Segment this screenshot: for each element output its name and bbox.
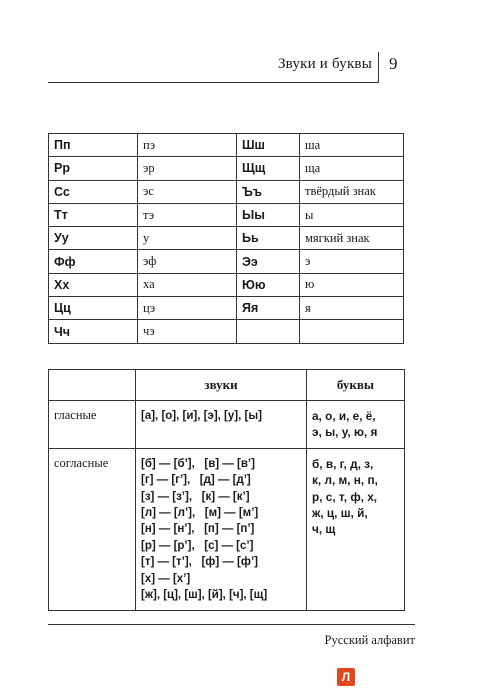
table-row <box>49 157 404 180</box>
letter-name-cell: эс <box>138 180 237 203</box>
vowel-letters <box>307 401 405 449</box>
letter-cell: Юю <box>237 273 300 296</box>
table-row <box>49 227 404 250</box>
table-row <box>49 320 404 343</box>
letter-cell: Ьь <box>237 227 300 250</box>
letter-cell: Ээ <box>237 250 300 273</box>
letter-name-cell: мягкий знак <box>300 227 404 250</box>
letter-cell: Шш <box>237 134 300 157</box>
letter-name-cell: ща <box>300 157 404 180</box>
letter-cell: Тт <box>49 203 138 226</box>
page-number: 9 <box>389 54 398 73</box>
letter-cell: Уу <box>49 227 138 250</box>
consonant-sound-line: [н] — [н’], [п] — [п’] <box>141 523 255 536</box>
letter-name-cell: ша <box>300 134 404 157</box>
letter-cell: Хх <box>49 273 138 296</box>
letter-name-cell: чэ <box>138 320 237 343</box>
letter-cell: Пп <box>49 134 138 157</box>
letter-cell: Ыы <box>237 203 300 226</box>
header-empty-cell <box>49 370 136 401</box>
letter-name-cell <box>300 320 404 343</box>
letter-name-cell: твёрдый знак <box>300 180 404 203</box>
letter-name-cell: э <box>300 250 404 273</box>
letter-name-cell: пэ <box>138 134 237 157</box>
letter-name-cell: у <box>138 227 237 250</box>
consonant-sounds <box>136 448 307 611</box>
running-footer: Русский алфавит <box>324 633 415 647</box>
consonant-letters-line: б, в, г, д, з, <box>312 456 374 471</box>
table-row <box>49 134 404 157</box>
table-row <box>49 250 404 273</box>
letter-name-cell: эф <box>138 250 237 273</box>
consonant-letters-line: к, л, м, н, п, <box>312 473 378 488</box>
consonant-sound-line: [ж], [ц], [ш], [й], [ч], [щ] <box>141 589 268 602</box>
table-row <box>49 203 404 226</box>
letter-cell: Сс <box>49 180 138 203</box>
vowels-label: гласные <box>49 401 136 449</box>
letter-cell: Рр <box>49 157 138 180</box>
letter-name-cell: ха <box>138 273 237 296</box>
table-header-row <box>49 370 405 401</box>
consonant-sound-line: [б] — [б’], [в] — [в’] <box>141 457 255 470</box>
letter-cell: Яя <box>237 297 300 320</box>
letter-name-cell: ы <box>300 203 404 226</box>
letter-name-cell: цэ <box>138 297 237 320</box>
vowel-sounds: [а], [о], [и], [э], [у], [ы] <box>136 401 307 449</box>
vowel-letters-line: э, ы, у, ю, я <box>312 425 378 440</box>
letter-name-cell: я <box>300 297 404 320</box>
vowels-row <box>49 401 405 449</box>
consonant-sound-line: [г] — [г’], [д] — [д’] <box>141 474 251 487</box>
letter-name-cell: тэ <box>138 203 237 226</box>
consonant-sound-line: [х] — [х’] <box>141 572 191 585</box>
consonant-sound-line: [т] — [т’], [ф] — [ф’] <box>141 556 258 569</box>
consonant-letters <box>307 448 405 611</box>
consonant-sound-line: [л] — [л’], [м] — [м’] <box>141 507 259 520</box>
sounds-letters-table <box>48 369 405 611</box>
table-row <box>49 297 404 320</box>
consonants-label: согласные <box>49 448 136 611</box>
consonant-letters-line: р, с, т, ф, х, <box>312 489 378 504</box>
publisher-logo: Л <box>337 668 355 686</box>
letter-cell: Чч <box>49 320 138 343</box>
consonant-sound-line: [р] — [р’], [с] — [с’] <box>141 539 254 552</box>
letter-cell: Фф <box>49 250 138 273</box>
consonant-letters-line: ч, щ <box>312 522 336 537</box>
header-rule <box>48 82 378 83</box>
consonants-row <box>49 448 405 611</box>
alphabet-table <box>48 133 404 344</box>
page-title: Звуки и буквы <box>277 56 372 72</box>
letter-cell: Щщ <box>237 157 300 180</box>
letter-name-cell: эр <box>138 157 237 180</box>
vowel-letters-line: а, о, и, е, ё, <box>312 409 376 423</box>
header-letters: буквы <box>307 370 405 401</box>
consonant-sound-line: [з] — [з’], [к] — [к’] <box>141 490 250 503</box>
table-row <box>49 273 404 296</box>
header-sounds: звуки <box>136 370 307 401</box>
letter-cell <box>237 320 300 343</box>
header-divider <box>378 52 379 83</box>
table-row <box>49 180 404 203</box>
consonant-letters-line: ж, ц, ш, й, <box>312 506 368 521</box>
letter-cell: Цц <box>49 297 138 320</box>
letter-cell: Ъъ <box>237 180 300 203</box>
footer-rule <box>48 624 415 625</box>
letter-name-cell: ю <box>300 273 404 296</box>
